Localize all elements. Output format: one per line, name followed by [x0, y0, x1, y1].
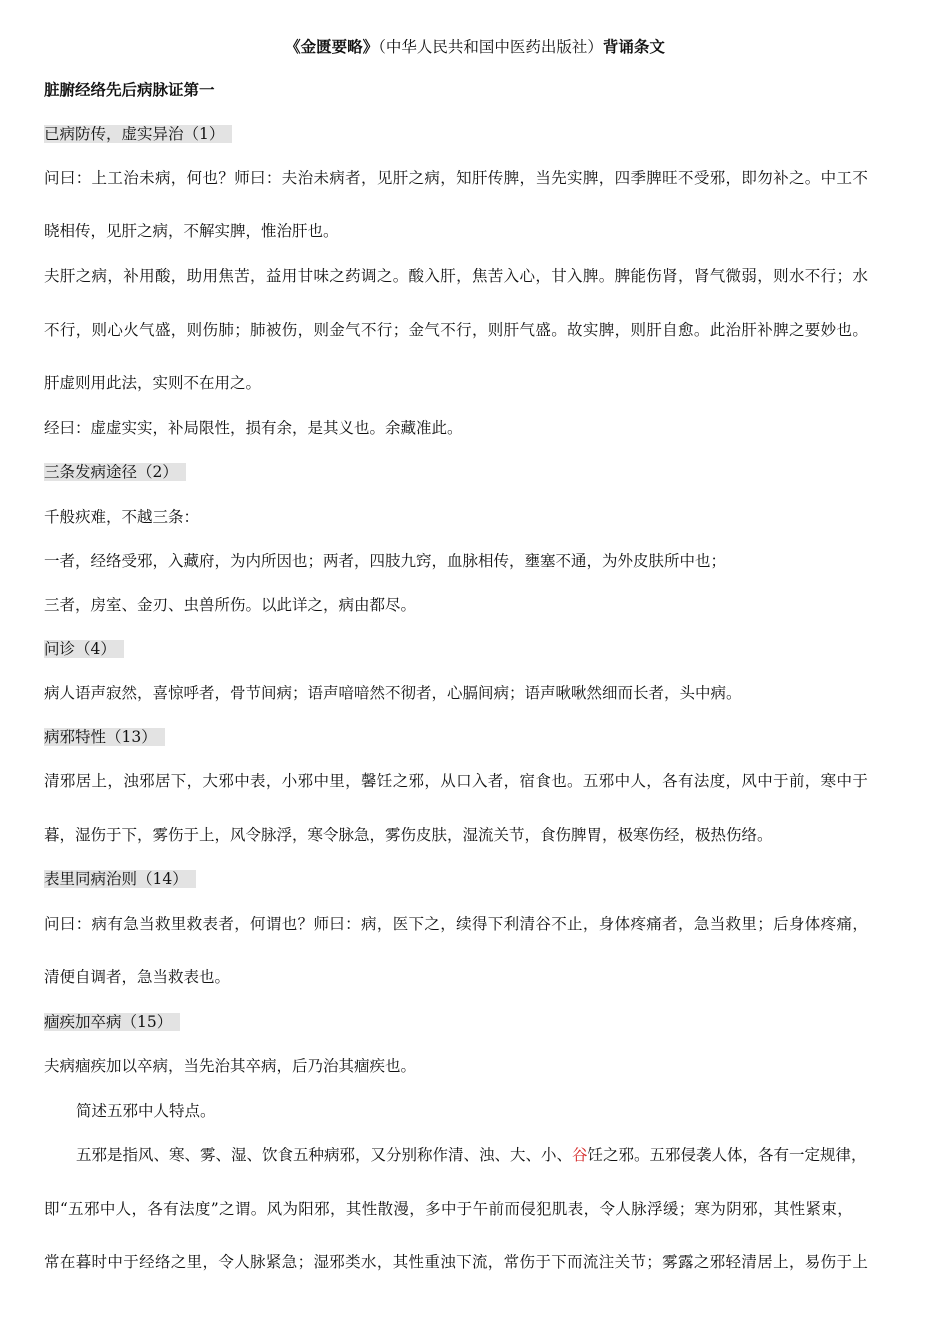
paragraph-line: 晓相传，见肝之病，不解实脾，惟治肝也。 [44, 222, 339, 240]
paragraph-line: 不行，则心火气盛，则伤肺；肺被伤，则金气不行；金气不行，则肝气盛。故实脾，则肝自愈。此治肝补脾之要妙也。 [44, 321, 869, 339]
paragraph-line: 暮，湿伤于下，雾伤于上，风令脉浮，寒令脉急，雾伤皮肤，湿流关节，食伤脾胃，极寒伤经，极热伤络。 [44, 826, 773, 844]
answer-line: 即“五邪中人，各有法度”之谓。风为阳邪，其性散漫，多中于午前而侵犯肌表，令人脉浮缓；寒为阴邪，其性紧束， [44, 1200, 854, 1218]
paragraph-line: 问曰：上工治未病，何也？师曰：夫治未病者，见肝之病，知肝传脾，当先实脾，四季脾旺不受邪，即勿补之。中工不 [44, 169, 869, 187]
section-heading: 病邪特性（13） [44, 727, 165, 747]
section-heading: 问诊（4） [44, 639, 124, 659]
section-heading: 痼疾加卒病（15） [44, 1012, 180, 1032]
paragraph-line: 肝虚则用此法，实则不在用之。 [44, 374, 262, 392]
paragraph-line: 清便自调者，急当救表也。 [44, 968, 231, 986]
paragraph-line: 夫病痼疾加以卒病，当先治其卒病，后乃治其痼疾也。 [44, 1057, 417, 1075]
highlighted-char: 谷 [572, 1146, 588, 1164]
paragraph-line: 问曰：病有急当救里救表者，何谓也？师曰：病，医下之，续得下利清谷不止，身体疼痛者，急当救里；后身体疼痛， [44, 915, 869, 933]
title-suffix: 背诵条文 [602, 37, 665, 56]
section-heading: 已病防传，虚实异治（1） [44, 124, 232, 144]
answer-line: 常在暮时中于经络之里，令人脉紧急；湿邪类水，其性重浊下流，常伤于下而流注关节；雾露之邪轻清居上，易伤于上 [44, 1253, 869, 1271]
publisher: （中华人民共和国中医药出版社） [378, 38, 603, 56]
answer-line: 五邪是指风、寒、雾、湿、饮食五种病邪，又分别称作清、浊、大、小、谷饪之邪。五邪侵袭人体，各有一定规律， [76, 1146, 867, 1164]
question: 简述五邪中人特点。 [76, 1102, 216, 1120]
paragraph-line: 夫肝之病，补用酸，助用焦苦，益用甘味之药调之。酸入肝，焦苦入心，甘入脾。脾能伤肾，肾气微弱，则水不行；水 [44, 267, 869, 285]
book-title: 《金匮要略》 [285, 37, 379, 56]
section-heading: 表里同病治则（14） [44, 869, 196, 889]
paragraph-line: 病人语声寂然，喜惊呼者，骨节间病；语声喑喑然不彻者，心膈间病；语声啾啾然细而长者，头中病。 [44, 684, 742, 702]
chapter-title: 脏腑经络先后病脉证第一 [44, 80, 215, 99]
paragraph-line: 清邪居上，浊邪居下，大邪中表，小邪中里，馨饪之邪，从口入者，宿食也。五邪中人，各有法度，风中于前，寒中于 [44, 772, 869, 790]
paragraph-line: 一者，经络受邪，入藏府，为内所因也；两者，四肢九窍，血脉相传，壅塞不通，为外皮肤所中也； [44, 552, 727, 570]
section-heading: 三条发病途径（2） [44, 462, 186, 482]
document-title [0, 37, 950, 57]
paragraph-line: 三者，房室、金刃、虫兽所伤。以此详之，病由都尽。 [44, 596, 417, 614]
paragraph-line: 经曰：虚虚实实，补局限性，损有余，是其义也。余藏准此。 [44, 419, 463, 437]
paragraph-line: 千般疢难，不越三条： [44, 508, 200, 526]
